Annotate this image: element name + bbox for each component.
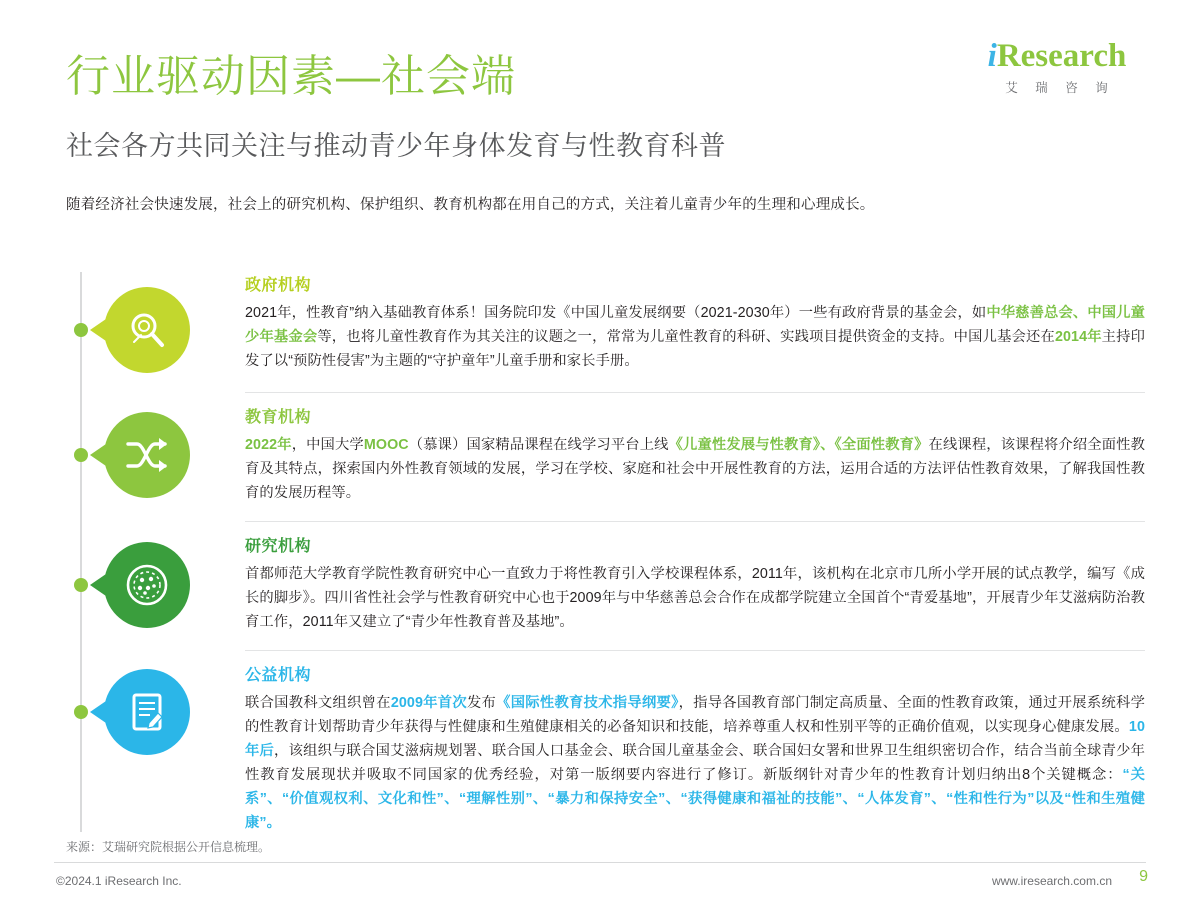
copyright-text: ©2024.1 iResearch Inc. — [56, 874, 182, 888]
section-body-public-welfare: 联合国教科文组织曾在2009年首次发布《国际性教育技术指导纲要》，指导各国教育部门制定高质量、全面的性教育政策，通过开展系统科学的性教育计划帮助青少年获得与性健康和生殖健康相关的必备知识和技能，培养尊重人权和性别平等的正确价值观，以实现身心健康发展。10年后，该组织与联合国艾滋病规划署、联合国人口基金会、联合国儿童基金会、联合国妇女署和世界卫生组织密切合作，结合当前全球青少年性教育发展现状并吸取不同国家的优秀经验，对第一版纲要内容进行了修订。新版纲针对青少年的性教育计划归纳出8个关键概念：“关系”、“价值观权利、文化和性”、“理解性别”、“暴力和保持安全”、“获得健康和福祉的技能”、“人体发育”、“性和性行为”以及“性和生殖健康”。 — [245, 695, 1146, 831]
section-body-education: 2022年，中国大学MOOC（慕课）国家精品课程在线学习平台上线《儿童性发展与性教育》、《全面性教育》在线课程，该课程将介绍全面性教育及其特点，探索国内外性教育领域的发展，学习在学校、家庭和社会中开展性教育的方法，运用合适的方法评估性教育效果，了解我国性教育的发展历程等。 — [245, 437, 1145, 501]
section-body-government: 2021年，性教育”纳入基础教育体系！国务院印发《中国儿童发展纲要（2021-2030年）一些有政府背景的基金会，如中华慈善总会、中国儿童少年基金会等，也将儿童性教育作为其关注的议题之一，常常为儿童性教育的科研、实践项目提供资金的支持。中国儿基会还在2014年主持印发了以“预防性侵害”为主题的“守护童年”儿童手册和家长手册。 — [245, 305, 1145, 369]
section-divider-2 — [245, 521, 1145, 522]
timeline-dot-education — [74, 448, 88, 462]
magnifier-icon — [104, 287, 190, 373]
document-pen-icon — [104, 669, 190, 755]
section-heading-education: 教育机构 — [245, 409, 312, 426]
logo-letter-i: i — [987, 38, 997, 74]
website-url: www.iresearch.com.cn — [991, 874, 1112, 888]
section-government — [245, 272, 1145, 373]
section-divider-3 — [245, 650, 1145, 651]
footer-divider — [54, 862, 1146, 863]
page-number: 9 — [1139, 868, 1148, 885]
timeline-dot-research — [74, 578, 88, 592]
timeline-dot-government — [74, 323, 88, 337]
source-note: 来源：艾瑞研究院根据公开信息梳理。 — [66, 840, 271, 854]
page-subtitle: 社会各方共同关注与推动青少年身体发育与性教育科普 — [66, 131, 726, 161]
section-heading-research: 研究机构 — [245, 538, 312, 555]
shuffle-icon — [104, 412, 190, 498]
timeline-dot-public-welfare — [74, 705, 88, 719]
section-divider-1 — [245, 392, 1145, 393]
section-public-welfare — [245, 662, 1145, 835]
section-body-research: 首都师范大学教育学院性教育研究中心一直致力于将性教育引入学校课程体系，2011年，该机构在北京市几所小学开展的试点教学，编写《成长的脚步》。四川省性社会学与性教育研究中心也于2009年与中华慈善总会合作在成都学院建立全国首个“青爱基地”，开展青少年艾滋病防治教育工作，2011年又建立了“青少年性教育普及基地”。 — [245, 566, 1145, 630]
cell-icon — [104, 542, 190, 628]
section-education — [245, 404, 1145, 505]
iresearch-logo — [962, 38, 1152, 96]
logo-chinese-name: 艾 瑞 咨 询 — [1005, 81, 1115, 95]
logo-wordmark — [962, 38, 1152, 74]
intro-paragraph: 随着经济社会快速发展，社会上的研究机构、保护组织、教育机构都在用自己的方式，关注着儿童青少年的生理和心理成长。 — [66, 197, 875, 213]
page-title: 行业驱动因素—社会端 — [66, 52, 516, 101]
logo-word-research: Research — [996, 38, 1127, 74]
section-research — [245, 533, 1145, 634]
section-heading-government: 政府机构 — [245, 277, 312, 294]
timeline-spine — [80, 272, 82, 832]
section-heading-public-welfare: 公益机构 — [245, 667, 312, 684]
